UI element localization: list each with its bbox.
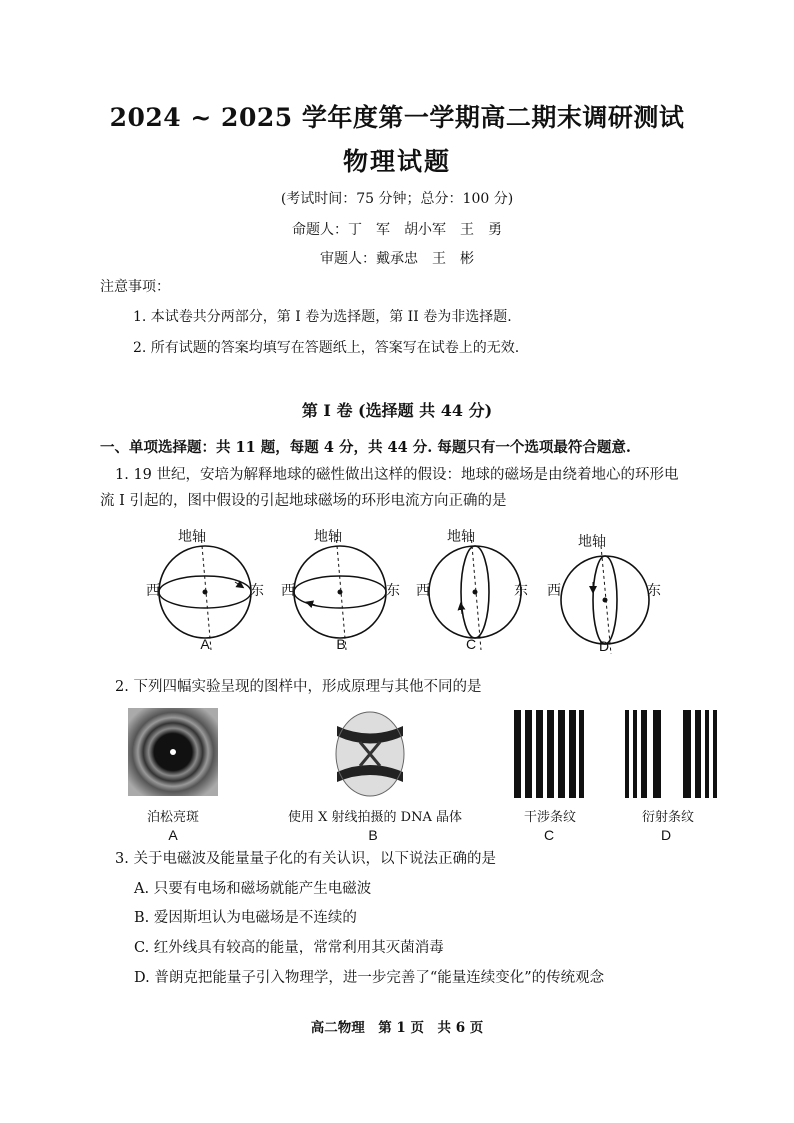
east-label-c: 东: [514, 583, 528, 599]
q3-option-a: A. 只要有电场和磁场就能产生电磁波: [134, 881, 372, 897]
q3-option-b: B. 爱因斯坦认为电磁场是不连续的: [134, 910, 357, 926]
note-item-2: 2. 所有试题的答案均填写在答题纸上，答案写在试卷上的无效.: [133, 340, 520, 356]
interference-fringes-image: [514, 710, 584, 798]
west-label-d: 西: [547, 583, 561, 599]
q1-option-b: B: [336, 636, 346, 652]
exam-info: (考试时间：75 分钟；总分：100 分): [280, 191, 514, 207]
east-label-d: 东: [647, 583, 661, 599]
axis-label-a: 地轴: [178, 529, 206, 545]
exam-reviewers: 审题人：戴承忠 王 彬: [320, 251, 474, 267]
q2-caption-d: 衍射条纹: [641, 810, 694, 825]
q1-option-d: D: [598, 638, 610, 654]
q1-text-line1: 1. 19 世纪，安培为解释地球的磁性做出这样的假设：地球的磁场是由绕着地心的环形电: [115, 467, 679, 483]
note-item-1: 1. 本试卷共分两部分，第 I 卷为选择题，第 II 卷为非选择题.: [133, 309, 512, 325]
q1-option-c: C: [465, 636, 477, 652]
axis-label-d: 地轴: [578, 534, 606, 550]
west-label-a: 西: [146, 583, 160, 599]
globe-c: [429, 534, 521, 650]
q2-caption-b: 使用 X 射线拍摄的 DNA 晶体: [288, 810, 462, 825]
q2-letter-d: D: [660, 827, 672, 843]
part-heading: 一、单项选择题：共 11 题，每题 4 分，共 44 分. 每题只有一个选项最符合题意.: [100, 439, 631, 456]
q2-letter-b: B: [368, 827, 378, 843]
section-title: 第 I 卷 (选择题 共 44 分): [301, 401, 493, 420]
q1-text-line2: 流 I 引起的，图中假设的引起地球磁场的环形电流方向正确的是: [100, 493, 507, 509]
exam-title: 2024 ~ 2025 学年度第一学期高二期末调研测试: [109, 103, 685, 132]
q2-caption-a: 泊松亮斑: [146, 810, 199, 825]
globe-a: [159, 534, 251, 650]
diffraction-fringes-image: [625, 710, 717, 798]
east-label-b: 东: [386, 583, 400, 599]
west-label-b: 西: [281, 583, 295, 599]
q3-option-c: C. 红外线具有较高的能量，常常利用其灭菌消毒: [134, 940, 444, 956]
q2-caption-c: 干涉条纹: [523, 810, 576, 825]
q2-text: 2. 下列四幅实验呈现的图样中，形成原理与其他不同的是: [115, 679, 482, 695]
q1-option-a: A: [200, 636, 210, 652]
axis-label-c: 地轴: [447, 529, 475, 545]
exam-subtitle: 物理试题: [342, 147, 451, 176]
q2-letter-a: A: [168, 827, 178, 843]
axis-label-b: 地轴: [314, 529, 342, 545]
q3-option-d: D. 普朗克把能量子引入物理学，进一步完善了“能量连续变化”的传统观念: [134, 970, 605, 986]
dna-xray-image: [325, 706, 415, 802]
q3-text: 3. 关于电磁波及能量量子化的有关认识，以下说法正确的是: [115, 851, 496, 867]
notes-heading: 注意事项：: [100, 279, 170, 295]
west-label-c: 西: [416, 583, 430, 599]
poisson-spot-image: [128, 708, 218, 796]
exam-authors: 命题人：丁 军 胡小军 王 勇: [292, 222, 502, 238]
east-label-a: 东: [250, 583, 264, 599]
globe-b: [294, 534, 386, 650]
q2-letter-c: C: [543, 827, 555, 843]
page-footer: 高二物理 第 1 页 共 6 页: [310, 1020, 484, 1036]
